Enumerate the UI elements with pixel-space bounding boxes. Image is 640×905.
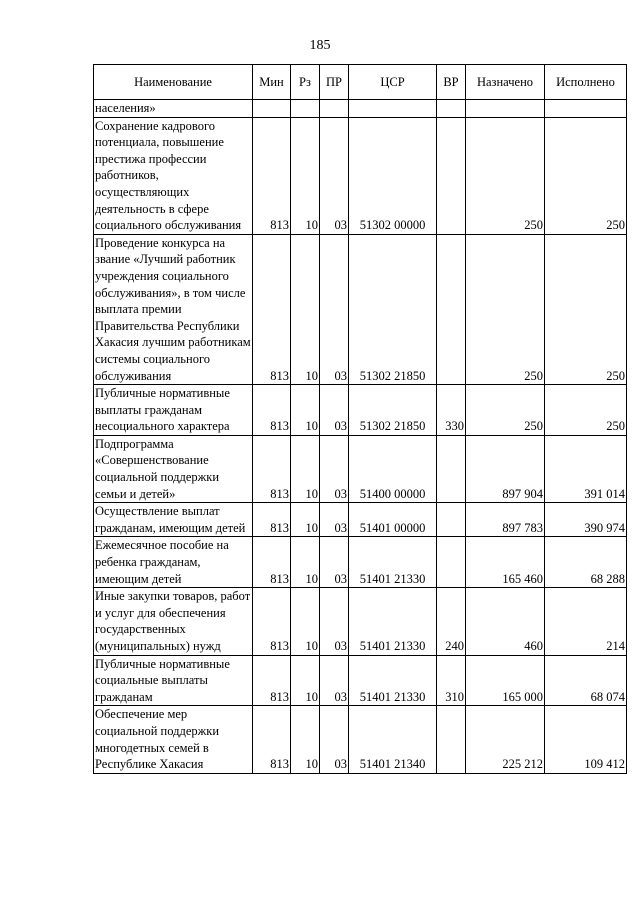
row-rz: 10 [291,706,320,773]
row-executed: 250 [545,117,627,234]
row-csr: 51302 00000 [349,117,437,234]
header-assigned: Назначено [466,65,545,100]
row-name: Публичные нормативные выплаты гражданам несоциального характера [94,385,253,436]
table-row [94,100,627,118]
table-row [94,588,627,655]
row-pr [320,100,349,118]
table-row [94,503,627,537]
row-name: Сохранение кадрового потенциала, повышение престижа профессии работников, осуществляющих деятельность в сфере социального обслуживания [94,117,253,234]
row-pr: 03 [320,117,349,234]
row-vr [437,117,466,234]
row-min: 813 [253,503,291,537]
row-rz: 10 [291,234,320,384]
row-rz: 10 [291,537,320,588]
row-rz: 10 [291,117,320,234]
table-row [94,385,627,436]
row-csr: 51401 21330 [349,588,437,655]
row-name: Обеспечение мер социальной поддержки многодетных семей в Республике Хакасия [94,706,253,773]
row-name: Иные закупки товаров, работ и услуг для обеспечения государственных (муниципальных) нужд [94,588,253,655]
row-csr: 51401 21330 [349,655,437,706]
row-name: населения» [94,100,253,118]
row-rz: 10 [291,503,320,537]
row-vr [437,706,466,773]
row-csr [349,100,437,118]
row-executed [545,100,627,118]
row-rz: 10 [291,588,320,655]
row-min [253,100,291,118]
row-min: 813 [253,706,291,773]
header-vr: ВР [437,65,466,100]
header-name: Наименование [94,65,253,100]
row-pr: 03 [320,537,349,588]
row-assigned: 165 460 [466,537,545,588]
row-pr: 03 [320,706,349,773]
row-assigned: 250 [466,234,545,384]
row-rz: 10 [291,435,320,502]
row-pr: 03 [320,503,349,537]
header-rz: Рз [291,65,320,100]
row-min: 813 [253,655,291,706]
row-min: 813 [253,588,291,655]
table-body [94,100,627,774]
row-executed: 250 [545,234,627,384]
row-csr: 51302 21850 [349,234,437,384]
row-vr [437,100,466,118]
row-pr: 03 [320,385,349,436]
row-assigned: 250 [466,385,545,436]
row-assigned: 897 904 [466,435,545,502]
row-vr: 240 [437,588,466,655]
row-csr: 51400 00000 [349,435,437,502]
row-min: 813 [253,234,291,384]
row-name: Осуществление выплат гражданам, имеющим детей [94,503,253,537]
row-assigned: 225 212 [466,706,545,773]
row-pr: 03 [320,655,349,706]
table-row [94,706,627,773]
row-min: 813 [253,435,291,502]
budget-table [93,64,627,774]
row-executed: 390 974 [545,503,627,537]
table-row [94,537,627,588]
row-csr: 51401 00000 [349,503,437,537]
row-executed: 109 412 [545,706,627,773]
row-executed: 68 074 [545,655,627,706]
row-pr: 03 [320,435,349,502]
row-name: Ежемесячное пособие на ребенка гражданам, имеющим детей [94,537,253,588]
row-csr: 51401 21330 [349,537,437,588]
table-header-row [94,65,627,100]
row-vr [437,234,466,384]
row-name: Проведение конкурса на звание «Лучший работник учреждения социального обслуживания», в том числе выплата премии Правительства Республики Хакасия лучшим работникам системы социального обслуживания [94,234,253,384]
row-min: 813 [253,385,291,436]
row-rz: 10 [291,385,320,436]
row-pr: 03 [320,588,349,655]
table-row [94,435,627,502]
row-rz [291,100,320,118]
page-number: 185 [309,38,331,53]
header-csr: ЦСР [349,65,437,100]
row-assigned: 250 [466,117,545,234]
row-executed: 68 288 [545,537,627,588]
row-vr [437,503,466,537]
row-name: Публичные нормативные социальные выплаты гражданам [94,655,253,706]
row-vr: 310 [437,655,466,706]
header-executed: Исполнено [545,65,627,100]
table-row [94,655,627,706]
row-rz: 10 [291,655,320,706]
header-min: Мин [253,65,291,100]
row-pr: 03 [320,234,349,384]
row-vr: 330 [437,385,466,436]
row-executed: 391 014 [545,435,627,502]
row-assigned: 460 [466,588,545,655]
row-executed: 214 [545,588,627,655]
row-executed: 250 [545,385,627,436]
header-pr: ПР [320,65,349,100]
row-assigned: 165 000 [466,655,545,706]
row-assigned: 897 783 [466,503,545,537]
row-csr: 51302 21850 [349,385,437,436]
row-assigned [466,100,545,118]
row-min: 813 [253,117,291,234]
row-vr [437,537,466,588]
row-name: Подпрограмма «Совершенствование социальной поддержки семьи и детей» [94,435,253,502]
row-vr [437,435,466,502]
table-row [94,234,627,384]
row-min: 813 [253,537,291,588]
row-csr: 51401 21340 [349,706,437,773]
table-row [94,117,627,234]
